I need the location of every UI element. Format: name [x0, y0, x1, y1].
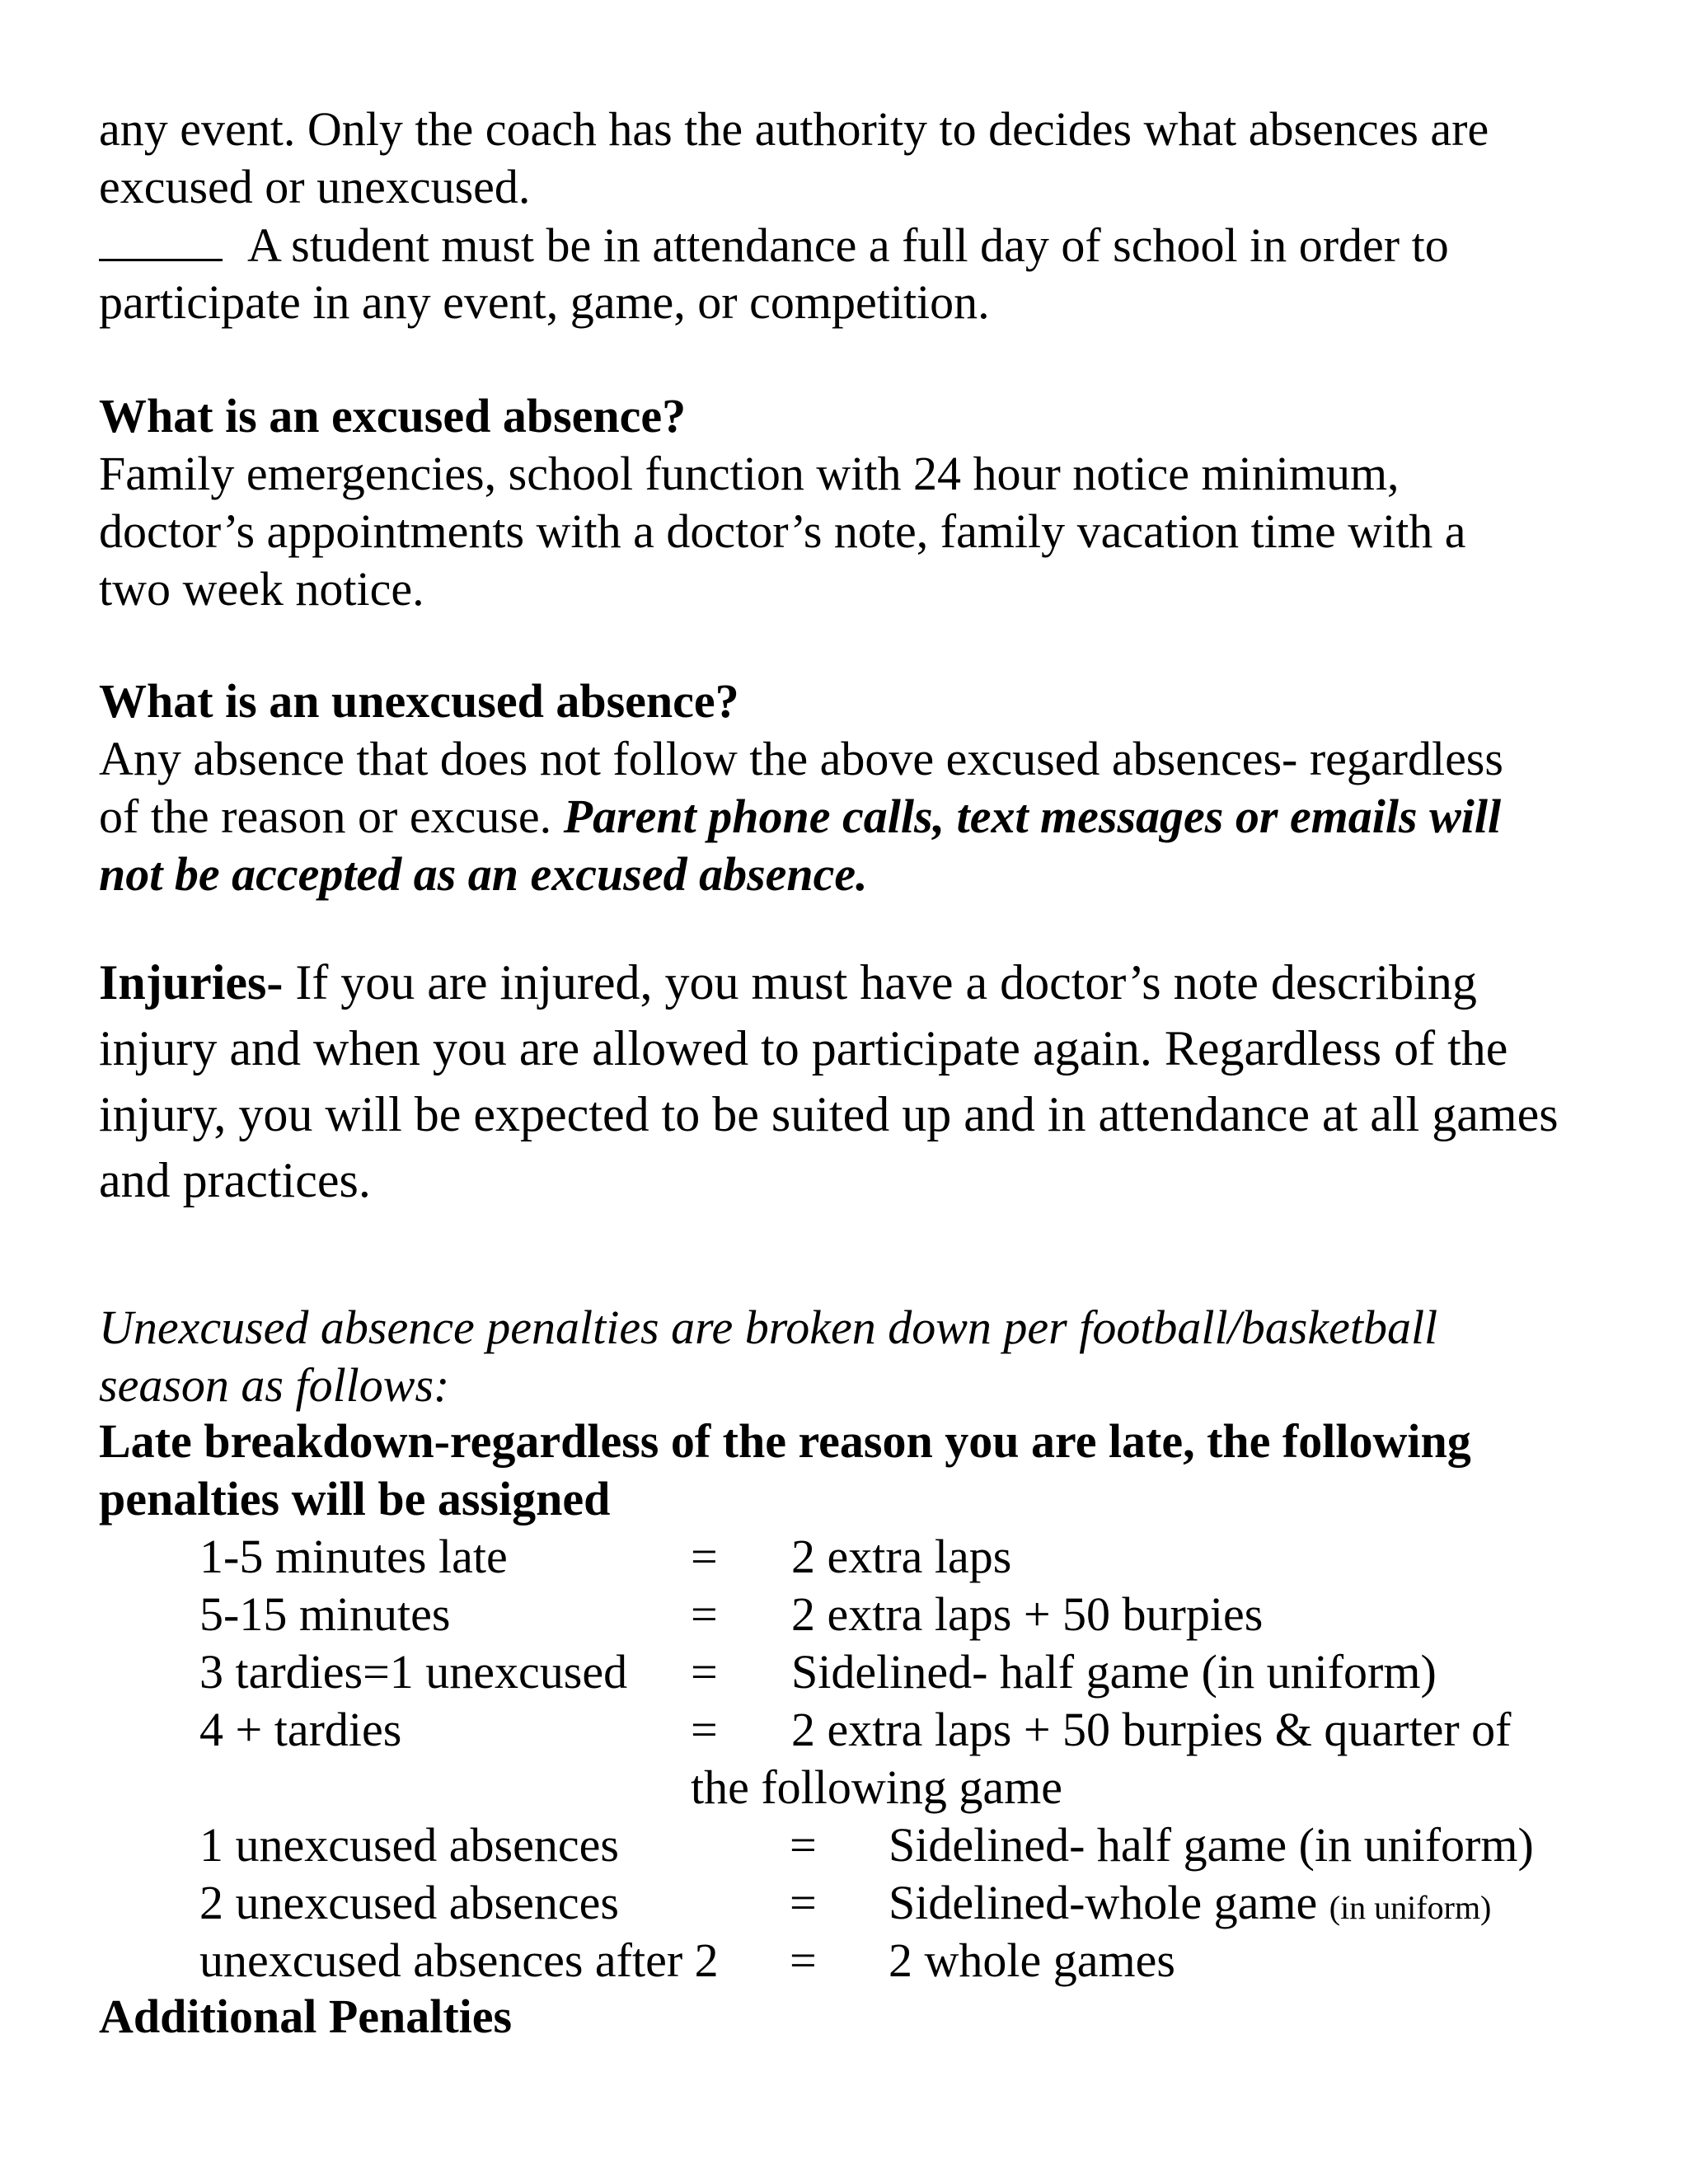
absence-condition-2: 2 unexcused absences: [199, 1876, 619, 1929]
late-heading-line-1: Late breakdown-regardless of the reason you are late, the following: [99, 1414, 1471, 1468]
late-eq-3: =: [691, 1645, 718, 1699]
penalties-intro-line-2: season as follows:: [99, 1358, 450, 1412]
late-result-3: Sidelined- half game (in uniform): [791, 1645, 1437, 1699]
late-eq-1: =: [691, 1530, 718, 1583]
late-continuation: the following game: [691, 1760, 1063, 1814]
unexcused-heading: What is an unexcused absence?: [99, 674, 739, 728]
intro-line-1: any event. Only the coach has the authority to decides what absences are: [99, 102, 1489, 156]
injuries-label: Injuries-: [99, 955, 284, 1010]
late-condition-4: 4 + tardies: [199, 1703, 402, 1756]
intro-line-3-text: A student must be in attendance a full day of school in order to: [247, 218, 1449, 272]
excused-line-1: Family emergencies, school function with 24 hour notice minimum,: [99, 447, 1400, 500]
initial-blank[interactable]: [99, 216, 223, 261]
absence-result-2: [889, 1874, 1491, 1937]
absence-eq-3: =: [790, 1933, 817, 1987]
absence-result-2-text: Sidelined-whole game: [889, 1876, 1329, 1929]
intro-line-3: [99, 216, 1449, 274]
late-result-4: 2 extra laps + 50 burpies & quarter of: [791, 1703, 1512, 1756]
late-condition-1: 1-5 minutes late: [199, 1530, 508, 1583]
unexcused-line-2-emph: Parent phone calls, text messages or emails will: [563, 790, 1502, 843]
injuries-line-2: injury and when you are allowed to participate again. Regardless of the: [99, 1021, 1508, 1076]
late-eq-2: =: [691, 1587, 718, 1641]
injuries-line-1: [99, 949, 1477, 1015]
penalties-intro-line-1: Unexcused absence penalties are broken down per football/basketball: [99, 1301, 1438, 1354]
absence-result-1: Sidelined- half game (in uniform): [889, 1818, 1534, 1872]
late-condition-3: 3 tardies=1 unexcused: [199, 1645, 628, 1699]
absence-result-3: 2 whole games: [889, 1933, 1175, 1987]
late-eq-4: =: [691, 1703, 718, 1756]
injuries-line-1-text: If you are injured, you must have a doctor’s note describing: [283, 955, 1477, 1010]
late-result-1: 2 extra laps: [791, 1530, 1012, 1583]
absence-eq-2: =: [790, 1876, 817, 1929]
late-result-2: 2 extra laps + 50 burpies: [791, 1587, 1264, 1641]
unexcused-line-1: Any absence that does not follow the above excused absences- regardless: [99, 732, 1503, 785]
excused-line-2: doctor’s appointments with a doctor’s note, family vacation time with a: [99, 504, 1466, 558]
injuries-line-4: and practices.: [99, 1153, 371, 1207]
excused-line-3: two week notice.: [99, 562, 424, 616]
absence-eq-1: =: [790, 1818, 817, 1872]
unexcused-line-3: not be accepted as an excused absence.: [99, 847, 868, 901]
injuries-line-3: injury, you will be expected to be suited up and in attendance at all games: [99, 1087, 1559, 1141]
absence-condition-1: 1 unexcused absences: [199, 1818, 619, 1872]
excused-heading: What is an excused absence?: [99, 389, 687, 443]
absence-condition-3: unexcused absences after 2: [199, 1933, 719, 1987]
unexcused-line-2-plain: of the reason or excuse.: [99, 790, 564, 843]
unexcused-line-2: [99, 788, 1501, 846]
intro-line-2: excused or unexcused.: [99, 160, 531, 213]
late-heading-line-2: penalties will be assigned: [99, 1472, 611, 1526]
absence-result-2-note: (in uniform): [1329, 1889, 1492, 1926]
late-condition-2: 5-15 minutes: [199, 1587, 451, 1641]
intro-line-4: participate in any event, game, or competition.: [99, 275, 990, 329]
additional-penalties-heading: Additional Penalties: [99, 1990, 513, 2043]
